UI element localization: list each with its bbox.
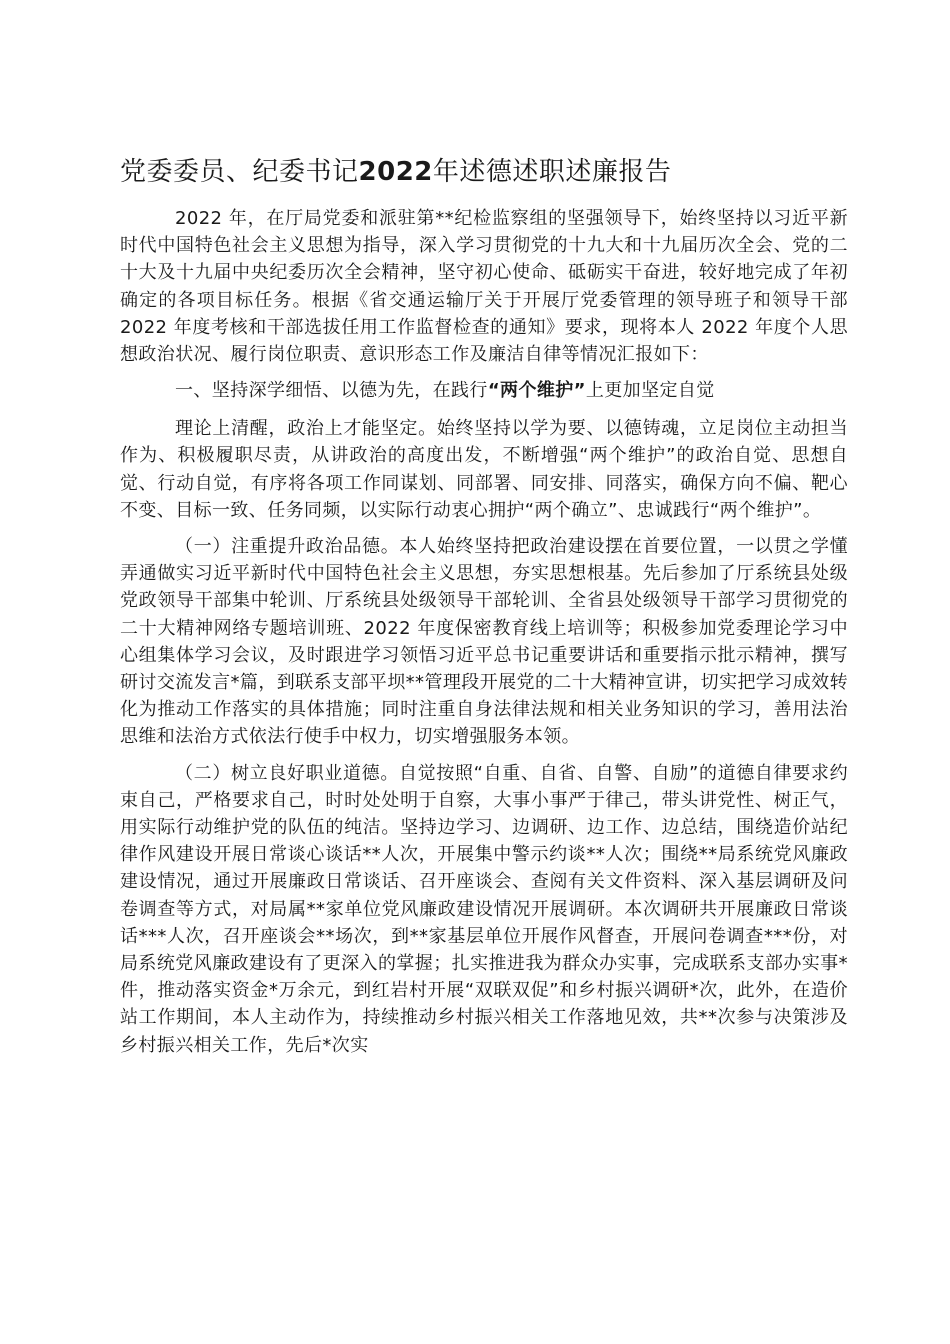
title-suffix: 年述德述职述廉报告 xyxy=(432,157,672,187)
section-heading-suffix: 上更加坚定自觉 xyxy=(585,380,715,402)
section-heading-emphasis: “两个维护” xyxy=(487,380,586,402)
subsection-1-paragraph: （一）注重提升政治品德。本人始终坚持把政治建设摆在首要位置，一以贯之学懂弄通做实习近平新时代中国特色社会主义思想，夯实思想根基。先后参加了厅系统县处级党政领导干部集中轮训、厅系统县处级领导干部轮训、全省县处级领导干部学习贯彻党的二十大精神网络专题培训班、2022 年度保密教育线上培训等；积极参加党委理论学习中心组集体学习会议，及时跟进学习领悟习近平总书记重要讲话和重要指示批示精神，撰写研讨交流发言*篇，到联系支部平坝**管理段开展党的二十大精神宣讲，切实把学习成效转化为推动工作落实的具体措施；同时注重自身法律法规和相关业务知识的学习，善用法治思维和法治方式依法行使手中权力，切实增强服务本领。 xyxy=(120,536,848,748)
section-heading-1 xyxy=(120,377,848,404)
document-body xyxy=(120,205,848,1068)
section-heading-prefix: 一、坚持深学细悟、以德为先，在践行 xyxy=(175,380,488,402)
intro-paragraph: 2022 年，在厅局党委和派驻第**纪检监察组的坚强领导下，始终坚持以习近平新时代中国特色社会主义思想为指导，深入学习贯彻党的十九大和十九届历次全会、党的二十大及十九届中央纪委历次全会精神，坚守初心使命、砥砺实干奋进，较好地完成了年初确定的各项目标任务。根据《省交通运输厅关于开展厅党委管理的领导班子和领导干部 2022 年度考核和干部选拔任用工作监督检查的通知》要求，现将本人 2022 年度个人思想政治状况、履行岗位职责、意识形态工作及廉洁自律等情况汇报如下： xyxy=(120,208,848,366)
section-1-paragraph: 理论上清醒，政治上才能坚定。始终坚持以学为要、以德铸魂，立足岗位主动担当作为、积极履职尽责，从讲政治的高度出发，不断增强“两个维护”的政治自觉、思想自觉、行动自觉，有序将各项工作同谋划、同部署、同安排、同落实，确保方向不偏、靶心不变、目标一致、任务同频，以实际行动衷心拥护“两个确立”、忠诚践行“两个维护”。 xyxy=(120,418,848,521)
subsection-2-paragraph: （二）树立良好职业道德。自觉按照“自重、自省、自警、自励”的道德自律要求约束自己，严格要求自己，时时处处明于自察，大事小事严于律己，带头讲党性、树正气，用实际行动维护党的队伍的纯洁。坚持边学习、边调研、边工作、边总结，围绕造价站纪律作风建设开展日常谈心谈话**人次，开展集中警示约谈**人次；围绕**局系统党风廉政建设情况，通过开展廉政日常谈话、召开座谈会、查阅有关文件资料、深入基层调研及问卷调查等方式，对局属**家单位党风廉政建设情况开展调研。本次调研共开展廉政日常谈话***人次，召开座谈会**场次，到**家基层单位开展作风督查，开展问卷调查***份，对局系统党风廉政建设有了更深入的掌握；扎实推进我为群众办实事，完成联系支部办实事*件，推动落实资金*万余元，到红岩村开展“双联双促”和乡村振兴调研*次，此外，在造价站工作期间，本人主动作为，持续推动乡村振兴相关工作落地见效，共**次参与决策涉及乡村振兴相关工作，先后*次实 xyxy=(120,762,848,1056)
document-title xyxy=(120,152,840,192)
title-year: 2022 xyxy=(358,157,433,187)
title-prefix: 党委委员、纪委书记 xyxy=(120,157,359,187)
